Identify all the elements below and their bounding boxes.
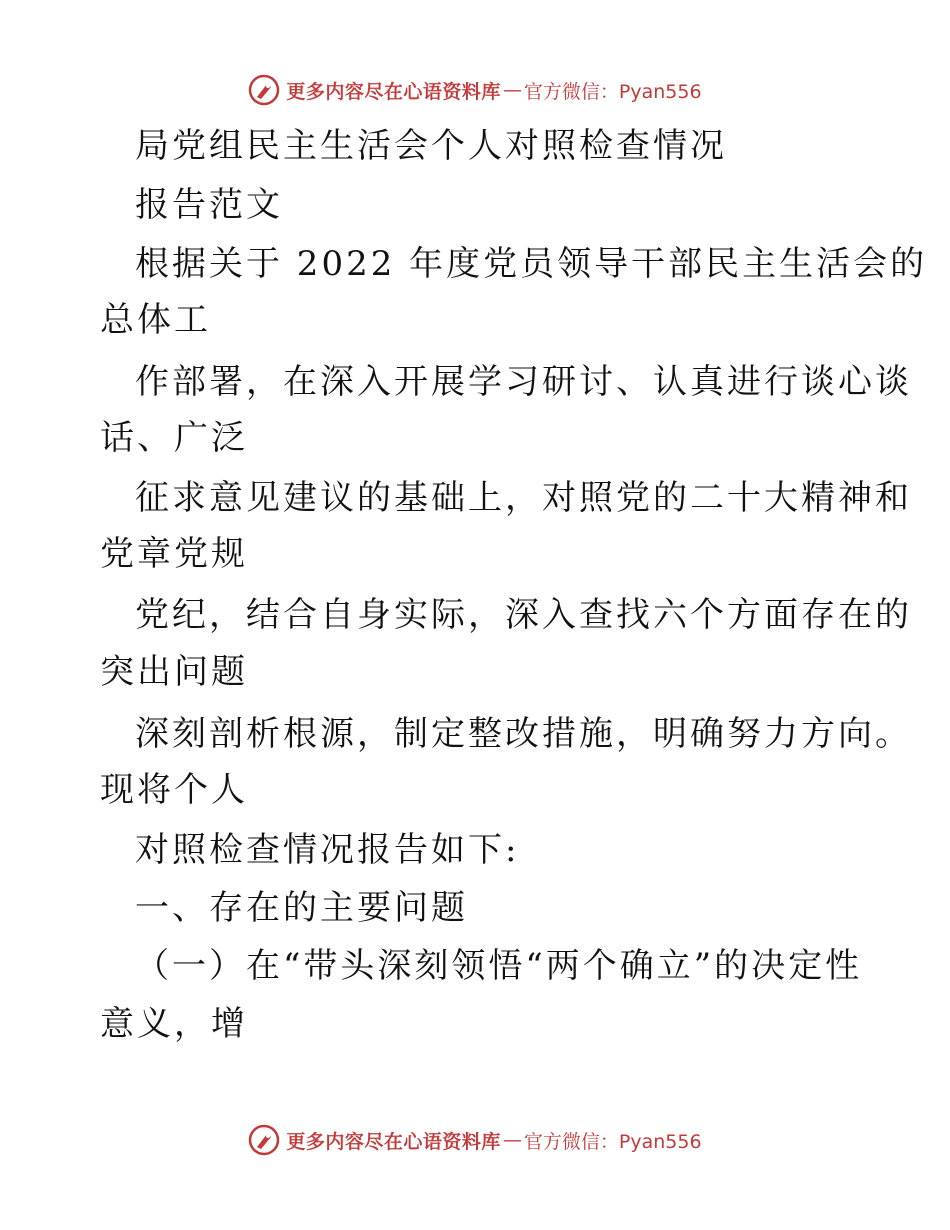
paragraph-line: 意义，增: [100, 1004, 248, 1044]
paragraph-line: 总体工: [100, 300, 211, 340]
document-title-line-1: 局党组民主生活会个人对照检查情况: [135, 126, 727, 166]
pen-nib-circle-icon: [248, 74, 280, 106]
section-heading: 一、存在的主要问题: [135, 888, 468, 928]
watermark-separator: —: [502, 1129, 522, 1151]
pen-nib-circle-icon: [248, 1124, 280, 1156]
watermark-banner-top: [0, 70, 950, 110]
paragraph-line: 党章党规: [100, 534, 248, 574]
watermark-wechat: 官方微信：Pyan556: [523, 1130, 702, 1153]
watermark-separator: —: [502, 79, 522, 101]
paragraph-line: 党纪，结合自身实际，深入查找六个方面存在的: [135, 595, 912, 635]
watermark-brand: 更多内容尽在心语资料库: [286, 1130, 501, 1153]
document-title-line-2: 报告范文: [135, 185, 283, 225]
paragraph-line: 对照检查情况报告如下:: [135, 830, 520, 870]
paragraph-line: 突出问题: [100, 652, 248, 692]
watermark-wechat: 官方微信：Pyan556: [523, 80, 702, 103]
paragraph-line: 作部署，在深入开展学习研讨、认真进行谈心谈: [135, 362, 912, 402]
subsection-heading: （一）在“带头深刻领悟“两个确立”的决定性: [135, 946, 863, 986]
paragraph-line: 深刻剖析根源，制定整改措施，明确努力方向。: [135, 714, 912, 754]
watermark-brand: 更多内容尽在心语资料库: [286, 80, 501, 103]
paragraph-line: 根据关于 2022 年度党员领导干部民主生活会的: [135, 244, 928, 284]
paragraph-line: 征求意见建议的基础上，对照党的二十大精神和: [135, 478, 912, 518]
watermark-banner-bottom: [0, 1120, 950, 1160]
paragraph-line: 现将个人: [100, 770, 248, 810]
paragraph-line: 话、广泛: [100, 418, 248, 458]
